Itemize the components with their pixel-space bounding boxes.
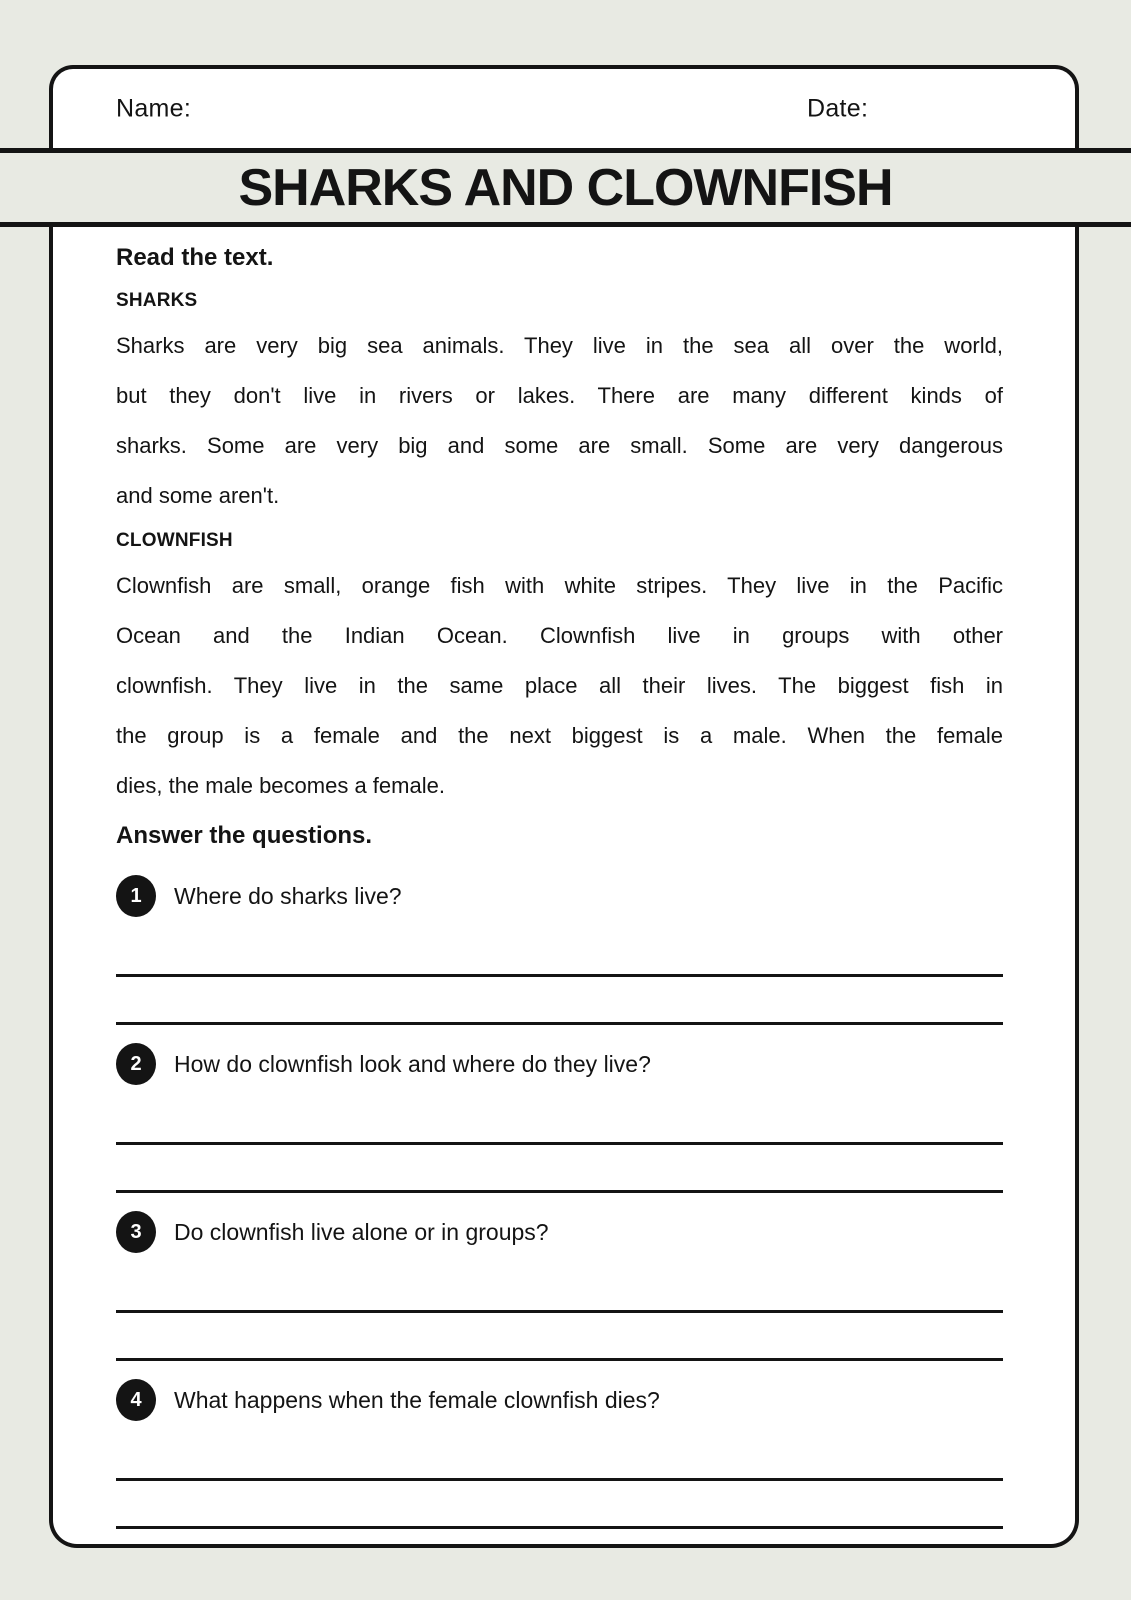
- answer-line[interactable]: [116, 1433, 1003, 1481]
- answer-line[interactable]: [116, 977, 1003, 1025]
- read-instruction: Read the text.: [116, 244, 274, 271]
- question-text: What happens when the female clownfish dies?: [174, 1386, 660, 1413]
- name-label: Name:: [116, 94, 192, 122]
- passage-line: dies, the male becomes a female.: [116, 773, 445, 798]
- answer-instruction: Answer the questions.: [116, 822, 373, 849]
- page-title: SHARKS AND CLOWNFISH: [238, 158, 893, 217]
- passage-line: but they don't live in rivers or lakes. There are many different kinds of: [116, 383, 1003, 408]
- question-row: [116, 1211, 1003, 1253]
- answer-line[interactable]: [116, 1097, 1003, 1145]
- question-number-badge: 2: [116, 1043, 156, 1085]
- passage-line: Sharks are very big sea animals. They live in the sea all over the world,: [116, 333, 1003, 358]
- question-number-badge: 1: [116, 875, 156, 917]
- date-label: Date:: [807, 94, 869, 122]
- passage-heading: SHARKS: [116, 290, 198, 311]
- passage-line: sharks. Some are very big and some are small. Some are very dangerous: [116, 433, 1003, 458]
- question-number-badge: 3: [116, 1211, 156, 1253]
- question-text: How do clownfish look and where do they live?: [174, 1050, 651, 1077]
- answer-line[interactable]: [116, 1265, 1003, 1313]
- passage-heading: CLOWNFISH: [116, 530, 233, 551]
- question-row: [116, 1379, 1003, 1421]
- question-number-badge: 4: [116, 1379, 156, 1421]
- question-2: [116, 1025, 1003, 1193]
- passage-clownfish: [116, 529, 1003, 811]
- answer-line[interactable]: [116, 1481, 1003, 1529]
- passage-line: the group is a female and the next biggest is a male. When the female: [116, 723, 1003, 748]
- question-text: Do clownfish live alone or in groups?: [174, 1218, 549, 1245]
- question-text: Where do sharks live?: [174, 882, 402, 909]
- question-row: [116, 1043, 1003, 1085]
- passage-line: clownfish. They live in the same place all their lives. The biggest fish in: [116, 673, 1003, 698]
- name-date-box: [49, 65, 1079, 148]
- passage-line: and some aren't.: [116, 483, 280, 508]
- title-band: [0, 148, 1131, 227]
- passage-sharks: [116, 289, 1003, 521]
- question-3: [116, 1193, 1003, 1361]
- answer-line[interactable]: [116, 1313, 1003, 1361]
- answer-line[interactable]: [116, 1145, 1003, 1193]
- passage-line: Clownfish are small, orange fish with white stripes. They live in the Pacific: [116, 573, 1003, 598]
- question-1: [116, 857, 1003, 1025]
- passage-line: Ocean and the Indian Ocean. Clownfish live in groups with other: [116, 623, 1003, 648]
- worksheet-body: [49, 227, 1079, 1548]
- answer-line[interactable]: [116, 929, 1003, 977]
- question-4: [116, 1361, 1003, 1529]
- question-row: [116, 875, 1003, 917]
